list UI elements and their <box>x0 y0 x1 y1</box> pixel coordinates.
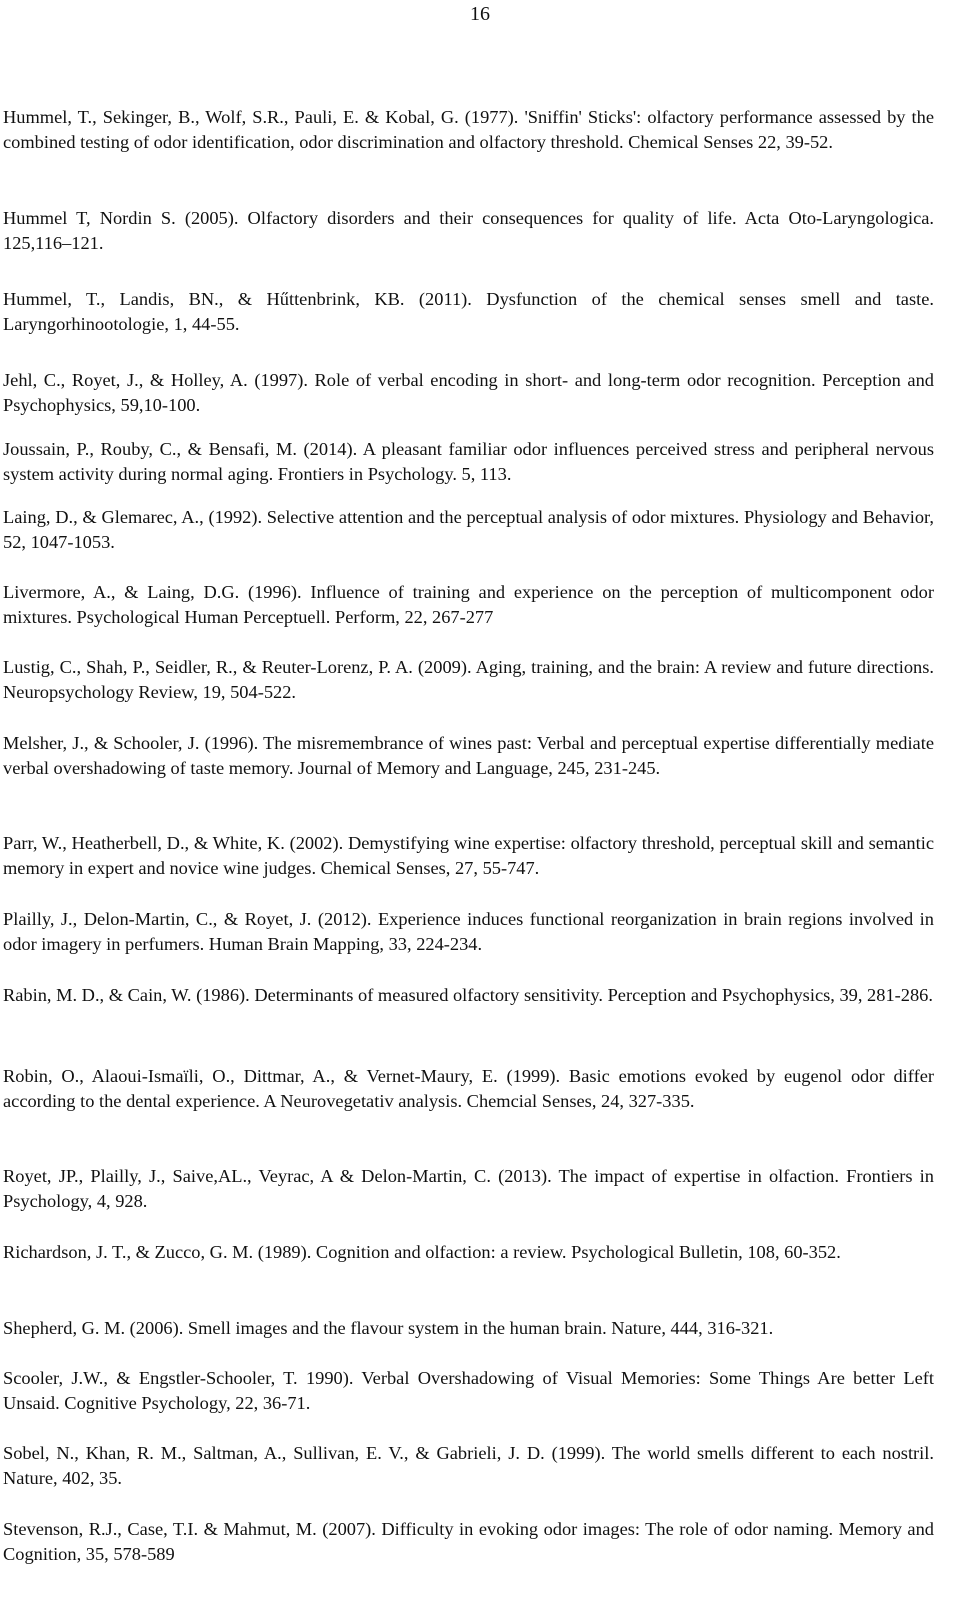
reference-entry: Sobel, N., Khan, R. M., Saltman, A., Sullivan, E. V., & Gabrieli, J. D. (1999). The world smells different to each nostril. Nature, 402, 35. <box>3 1443 934 1489</box>
reference-entry: Royet, JP., Plailly, J., Saive,AL., Veyrac, A & Delon-Martin, C. (2013). The impact of expertise in olfaction. Frontiers in Psychology, 4, 928. <box>3 1166 934 1212</box>
reference-entry: Robin, O., Alaoui-Ismaïli, O., Dittmar, A., & Vernet-Maury, E. (1999). Basic emotions evoked by eugenol odor differ according to the dental experience. A Neurovegetativ analysis. Chemcial Senses, 24, 327-335. <box>3 1066 934 1112</box>
reference-entry: Joussain, P., Rouby, C., & Bensafi, M. (2014). A pleasant familiar odor influences perceived stress and peripheral nervous system activity during normal aging. Frontiers in Psychology. 5, 113. <box>3 439 934 485</box>
reference-entry: Hummel, T., Sekinger, B., Wolf, S.R., Pauli, E. & Kobal, G. (1977). 'Sniffin' Sticks': olfactory performance assessed by the combined testing of odor identification, odor discrimination and olfactory threshold. Chemical Senses 22, 39-52. <box>3 107 934 153</box>
page-number: 16 <box>470 3 490 25</box>
reference-entry: Hummel T, Nordin S. (2005). Olfactory disorders and their consequences for quality of life. Acta Oto-Laryngologica. 125,116–121. <box>3 208 934 254</box>
reference-entry: Scooler, J.W., & Engstler-Schooler, T. 1990). Verbal Overshadowing of Visual Memories: Some Things Are better Left Unsaid. Cognitive Psychology, 22, 36-71. <box>3 1368 934 1414</box>
reference-entry: Laing, D., & Glemarec, A., (1992). Selective attention and the perceptual analysis of odor mixtures. Physiology and Behavior, 52, 1047-1053. <box>3 507 934 553</box>
reference-entry: Rabin, M. D., & Cain, W. (1986). Determinants of measured olfactory sensitivity. Perception and Psychophysics, 39, 281-286. <box>3 985 933 1005</box>
reference-entry: Stevenson, R.J., Case, T.I. & Mahmut, M. (2007). Difficulty in evoking odor images: The role of odor naming. Memory and Cognition, 35, 578-589 <box>3 1519 934 1565</box>
reference-entry: Livermore, A., & Laing, D.G. (1996). Influence of training and experience on the perception of multicomponent odor mixtures. Psychological Human Perceptuell. Perform, 22, 267-277 <box>3 582 934 628</box>
reference-entry: Plailly, J., Delon-Martin, C., & Royet, J. (2012). Experience induces functional reorganization in brain regions involved in odor imagery in perfumers. Human Brain Mapping, 33, 224-234. <box>3 909 934 955</box>
reference-entry: Parr, W., Heatherbell, D., & White, K. (2002). Demystifying wine expertise: olfactory threshold, perceptual skill and semantic memory in expert and novice wine judges. Chemical Senses, 27, 55-747. <box>3 833 934 879</box>
reference-entry: Shepherd, G. M. (2006). Smell images and the flavour system in the human brain. Nature, 444, 316-321. <box>3 1318 774 1338</box>
reference-entry: Hummel, T., Landis, BN., & Hűttenbrink, KB. (2011). Dysfunction of the chemical senses smell and taste. Laryngorhinootologie, 1, 44-55. <box>3 289 934 335</box>
reference-entry: Richardson, J. T., & Zucco, G. M. (1989). Cognition and olfaction: a review. Psychological Bulletin, 108, 60-352. <box>3 1242 841 1262</box>
reference-entry: Melsher, J., & Schooler, J. (1996). The misremembrance of wines past: Verbal and perceptual expertise differentially mediate verbal overshadowing of taste memory. Journal of Memory and Language, 245, 231-245. <box>3 733 934 779</box>
reference-entry: Lustig, C., Shah, P., Seidler, R., & Reuter-Lorenz, P. A. (2009). Aging, training, and the brain: A review and future directions. Neuropsychology Review, 19, 504-522. <box>3 657 934 703</box>
reference-entry: Jehl, C., Royet, J., & Holley, A. (1997). Role of verbal encoding in short- and long-term odor recognition. Perception and Psychophysics, 59,10-100. <box>3 370 934 416</box>
